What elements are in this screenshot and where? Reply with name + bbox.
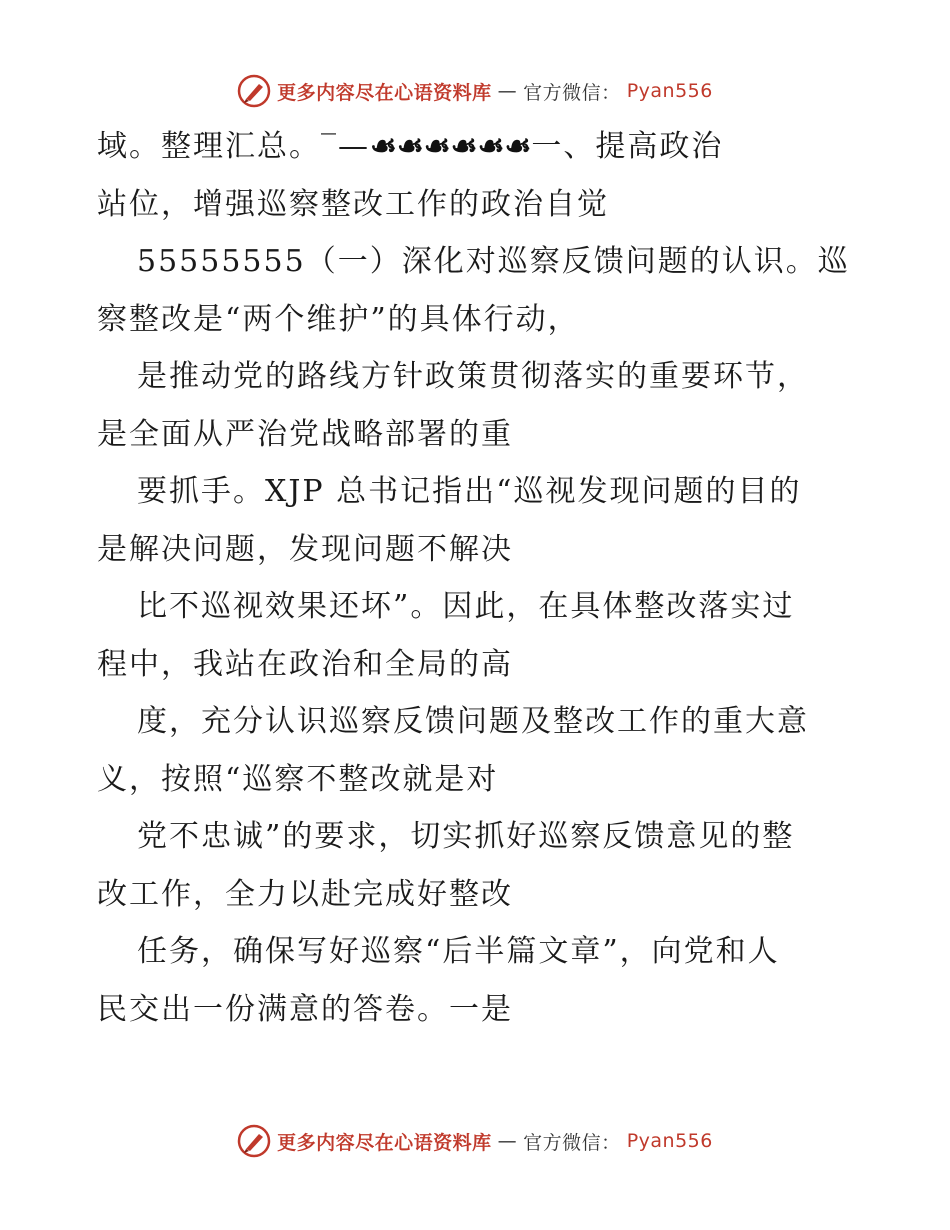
- pen-logo-icon: [237, 74, 271, 108]
- footer-brand-text: 更多内容尽在心语资料库: [277, 1131, 492, 1154]
- body-line: 民交出一份满意的答卷。一是: [97, 991, 513, 1027]
- body-line: 是全面从严治党战略部署的重: [97, 416, 513, 452]
- body-line: 是推动党的路线方针政策贯彻落实的重要环节，: [137, 359, 809, 394]
- footer-official-label: 官方微信：: [523, 1131, 621, 1154]
- pen-logo-icon: [237, 1124, 271, 1158]
- footer-wechat-id: Pyan556: [626, 1130, 713, 1152]
- body-line: 55555555（一）深化对巡察反馈问题的认识。巡: [137, 244, 850, 279]
- header-brand-text: 更多内容尽在心语资料库: [277, 81, 492, 104]
- body-line: [97, 118, 857, 176]
- body-line: 察整改是“两个维护”的具体行动，: [97, 301, 580, 337]
- body-line: 度，充分认识巡察反馈问题及整改工作的重大意: [137, 704, 809, 739]
- body-line: 改工作，全力以赴完成好整改: [97, 876, 513, 912]
- body-line: 是解决问题，发现问题不解决: [97, 531, 513, 567]
- body-line-1-start: 域。整理汇总。‾—: [97, 129, 370, 164]
- body-line: 程中，我站在政治和全局的高: [97, 646, 513, 682]
- header-official-label: 官方微信：: [523, 81, 621, 104]
- footer-separator: —: [497, 1130, 518, 1152]
- header-banner: [0, 71, 950, 111]
- header-separator: —: [497, 80, 518, 102]
- document-body: [97, 118, 857, 1038]
- body-line: 义，按照“巡察不整改就是对: [97, 761, 499, 797]
- body-line: 站位，增强巡察整改工作的政治自觉: [97, 186, 609, 222]
- body-line: 任务，确保写好巡察“后半篇文章”，向党和人: [137, 934, 780, 969]
- header-wechat-id: Pyan556: [626, 80, 713, 102]
- body-line: 党不忠诚”的要求，切实抓好巡察反馈意见的整: [137, 819, 795, 854]
- body-line: 要抓手。XJP 总书记指出“巡视发现问题的目的: [137, 474, 802, 509]
- footer-banner: [0, 1121, 950, 1161]
- body-line: 比不巡视效果还坏”。因此，在具体整改落实过: [137, 589, 795, 624]
- body-line-1-end: 一、提高政治: [531, 129, 724, 164]
- ornament-glyphs: ☙☙☙☙☙☙: [370, 129, 532, 164]
